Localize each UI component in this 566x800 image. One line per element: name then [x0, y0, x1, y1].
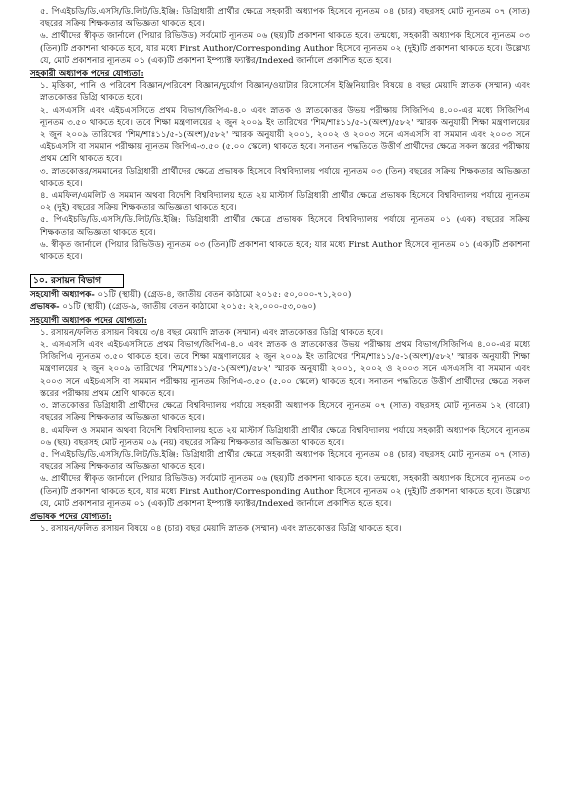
asst-item-1: ১. মৃত্তিকা, পানি ও পরিবেশ বিজ্ঞান/পরিবেশ বিজ্ঞান/দুর্যোগ বিজ্ঞান/ওয়াটার রিসোর্সেস ইঞ্জিনিয়ারিং বিষয়ে ৪ বছর মেয়াদি স্নাতক (সম্মান) এবং স্নাতকোত্তর ডিগ্রি থাকতে হবে। [40, 81, 530, 104]
post-associate-detail: ০১টি (স্থায়ী) (গ্রেড-৪, জাতীয় বেতন কাঠামো ২০১৫: ৫০,০০০-৭১,২০০) [94, 290, 352, 301]
assoc-item-3: ৩. স্নাতকোত্তর ডিগ্রিধারী প্রার্থীদের ক্ষেত্রে বিশ্ববিদ্যালয় পর্যায়ে সহকারী অধ্যাপক হিসেবে ন্যূনতম ০৭ (সাত) বছরসহ মোট ন্যূনতম ১২ (বারো) বছরের সক্রিয় শিক্ষকতার অভিজ্ঞতা থাকতে হবে। [40, 401, 530, 424]
lecturer-heading: প্রভাষক পদের যোগ্যতা: [30, 511, 112, 522]
asst-item-4: ৪. এমফিল/এমলিট ও সমমান অথবা বিদেশি বিশ্ববিদ্যালয় হতে ২য় মাস্টার্স ডিগ্রিধারী প্রার্থীর ক্ষেত্রে প্রভাষক হিসেবে বিশ্ববিদ্যালয় পর্যায়ে ন্যূনতম ০২ (দুই) বছরের সক্রিয় শিক্ষকতার অভিজ্ঞতা থাকতে হবে। [40, 191, 530, 214]
assoc-prof-heading: সহযোগী অধ্যাপক পদের যোগ্যতা: [30, 315, 147, 326]
asst-item-6: ৬. স্বীকৃত জার্নালে (পিয়ার রিভিউড) ন্যূনতম ০৩ (তিন)টি প্রকাশনা থাকতে হবে; যার মধ্যে First Author হিসেবে ন্যূনতম ০১ (এক)টি প্রকাশনা থাকতে হবে। [40, 239, 530, 263]
post-associate-professor [30, 289, 530, 301]
asst-prof-heading: সহকারী অধ্যাপক পদের যোগ্যতা: [30, 69, 144, 80]
prev-item-6: ৬. প্রার্থীদের স্বীকৃত জার্নালে (পিয়ার রিভিউড) সর্বমোট ন্যূনতম ০৬ (ছয়)টি প্রকাশনা থাকতে হবে। তন্মধ্যে, সহকারী অধ্যাপক হিসেবে ন্যূনতম ০৩ (তিন)টি প্রকাশনা থাকতে হবে, যার মধ্যে First Author/Corresponding Author হিসেবে ন্যূনতম ০২ (দুই)টি প্রকাশনা থাকতে হবে। উল্লেখ্য যে, মোট প্রকাশনার ন্যূনতম ০১ (এক)টি প্রকাশনা ইম্প্যাক্ট ফ্যাক্টর/Indexed জার্নালে প্রকাশিত হতে হবে। [40, 31, 530, 66]
asst-item-2: ২. এসএসসি এবং এইচএসসিতে প্রথম বিভাগ/জিপিএ-৪.০ এবং স্নাতক ও স্নাতকোত্তর উভয় পরীক্ষায় সিজিপিএ ৪.০০-এর মধ্যে সিজিপিএ ন্যূনতম ৩.৫০ থাকতে হবে। তবে শিক্ষা মন্ত্রণালয়ের ২ জুন ২০০৯ ইং তারিখের 'শিম/শাঃ১১/৫-১(অংশ)/৫৮২' স্মারক অনুযায়ী শিক্ষা মন্ত্রণালয়ের ২ জুন ২০০৯ তারিখের 'শিম/শাঃ১১/৫-১(অংশ)/৫৮২' স্মারক অনুযায়ী ২০০১, ২০০২ ও ২০০৩ সনে এসএসসি বা সমমান এবং ২০০৩ সনে এইচএসসি বা সমমান পরীক্ষায় ন্যূনতম জিপিএ-৩.৫০ (৫.০০ স্কেলে) থাকতে হবে। সনাতন পদ্ধতিতে উত্তীর্ণ প্রার্থীদের ক্ষেত্রে সকল স্তরের পরীক্ষায় প্রথম শ্রেণি থাকতে হবে। [40, 105, 530, 165]
asst-item-3: ৩. স্নাতকোত্তর/সমমানের ডিগ্রিধারী প্রার্থীদের ক্ষেত্রে প্রভাষক হিসেবে বিশ্ববিদ্যালয় পর্যায়ে ন্যূনতম ০৩ (তিন) বছরের সক্রিয় শিক্ষকতার অভিজ্ঞতা থাকতে হবে। [40, 166, 530, 189]
post-associate-label: সহযোগী অধ্যাপক- [30, 290, 95, 301]
prev-item-5: ৫. পিএইচডি/ডি.এসসি/ডি.লিট/ডি.ইঞ্জি: ডিগ্রিধারী প্রার্থীর ক্ষেত্রে সহকারী অধ্যাপক হিসেবে ন্যূনতম ০৪ (চার) বছরসহ মোট ন্যূনতম ০৭ (সাত) বছরের সক্রিয় শিক্ষকতার অভিজ্ঞতা থাকতে হবে। [40, 7, 530, 30]
lecturer-item-1: ১. রসায়ন/ফলিত রসায়ন বিষয়ে ০৪ (চার) বছর মেয়াদি স্নাতক (সম্মান) এবং স্নাতকোত্তর ডিগ্রি থাকতে হবে। [40, 524, 402, 535]
post-lecturer-detail: ০১টি (স্থায়ী) (গ্রেড-৯, জাতীয় বেতন কাঠামো ২০১৫: ২২,০০০-৫৩,০৬০) [59, 302, 317, 313]
post-lecturer [30, 301, 530, 313]
assoc-item-4: ৪. এমফিল ও সমমান অথবা বিদেশি বিশ্ববিদ্যালয় হতে ২য় মাস্টার্স ডিগ্রিধারী প্রার্থীর ক্ষেত্রে বিশ্ববিদ্যালয় পর্যায়ে সহকারী অধ্যাপক হিসেবে ন্যূনতম ০৬ (ছয়) বছরসহ মোট ন্যূনতম ০৯ (নয়) বছরের সক্রিয় শিক্ষকতার অভিজ্ঞতা থাকতে হবে। [40, 425, 530, 448]
assoc-item-6: ৬. প্রার্থীদের স্বীকৃত জার্নালে (পিয়ার রিভিউড) সর্বমোট ন্যূনতম ০৬ (ছয়)টি প্রকাশনা থাকতে হবে। তন্মধ্যে, সহকারী অধ্যাপক হিসেবে ন্যূনতম ০৩ (তিন)টি প্রকাশনা থাকতে হবে, যার মধ্যে First Author/Corresponding Author হিসেবে ন্যূনতম ০২ (দুই)টি প্রকাশনা থাকতে হবে। উল্লেখ্য যে, মোট প্রকাশনার ন্যূনতম ০১ (এক)টি প্রকাশনা ইম্প্যাক্ট ফ্যাক্টর/Indexed জার্নালে প্রকাশিত হতে হবে। [40, 474, 530, 509]
assoc-item-5: ৫. পিএইচডি/ডি.এসসি/ডি.লিট/ডি.ইঞ্জি: ডিগ্রিধারী প্রার্থীর ক্ষেত্রে সহকারী অধ্যাপক হিসেবে ন্যূনতম ০৪ (চার) বছরসহ মোট ন্যূনতম ০৭ (সাত) বছরের সক্রিয় শিক্ষকতার অভিজ্ঞতা থাকতে হবে। [40, 449, 530, 473]
post-lecturer-label: প্রভাষক- [30, 302, 60, 313]
section-10-title: ১০. রসায়ন বিভাগ [30, 274, 124, 288]
assoc-item-1: ১. রসায়ন/ফলিত রসায়ন বিষয়ে ৩/৪ বছর মেয়াদি স্নাতক (সম্মান) এবং স্নাতকোত্তর ডিগ্রি থাকতে হবে। [40, 327, 384, 338]
asst-item-5: ৫. পিএইচডি/ডি.এসসি/ডি.লিট/ডি.ইঞ্জি: ডিগ্রিধারী প্রার্থীর ক্ষেত্রে প্রভাষক হিসেবে বিশ্ববিদ্যালয় পর্যায়ে ন্যূনতম ০১ (এক) বছরের সক্রিয় শিক্ষকতার অভিজ্ঞতা থাকতে হবে। [40, 215, 530, 238]
assoc-item-2: ২. এসএসসি এবং এইচএসসিতে প্রথম বিভাগ/জিপিএ-৪.০ এবং স্নাতক ও স্নাতকোত্তর উভয় পরীক্ষায় প্রথম বিভাগ/সিজিপিএ ৪.০০-এর মধ্যে সিজিপিএ ন্যূনতম ৩.৫০ থাকতে হবে। তবে শিক্ষা মন্ত্রণালয়ের ২ জুন ২০০৯ ইং তারিখের 'শিম/শাঃ১১/৫-১(অংশ)/৫৮২' স্মারক অনুযায়ী শিক্ষা মন্ত্রণালয়ের ২ জুন ২০০৯ তারিখের 'শিম/শাঃ১১/৫-১(অংশ)/৫৮২' স্মারক অনুযায়ী ২০০১, ২০০২ ও ২০০৩ সনে এসএসসি বা সমমান এবং ২০০৩ সনে এইচএসসি বা সমমান পরীক্ষায় ন্যূনতম জিপিএ-৩.৫০ (৫.০০ স্কেলে) থাকতে হবে। সনাতন পদ্ধতিতে উত্তীর্ণ প্রার্থীদের ক্ষেত্রে সকল স্তরের পরীক্ষায় প্রথম শ্রেণি থাকতে হবে। [40, 340, 530, 399]
